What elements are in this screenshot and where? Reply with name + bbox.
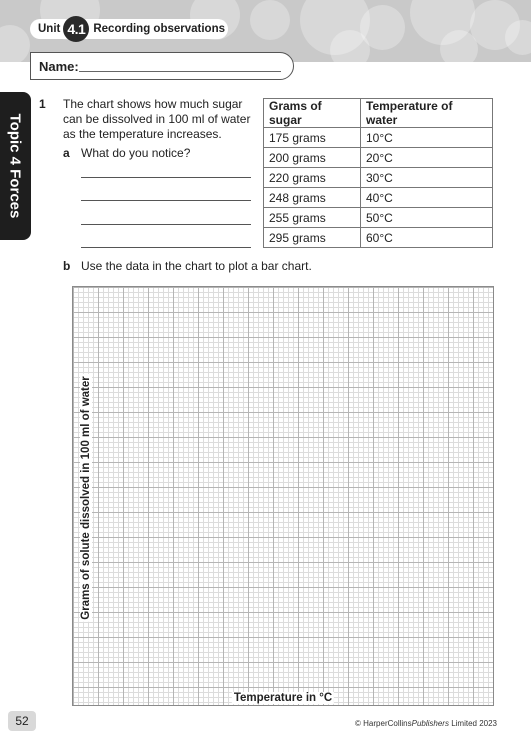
table-cell-temperature: 10°C bbox=[361, 128, 493, 148]
table-cell-grams: 248 grams bbox=[264, 188, 361, 208]
table-row bbox=[264, 208, 493, 228]
sugar-temperature-table bbox=[263, 98, 493, 248]
table-cell-temperature: 20°C bbox=[361, 148, 493, 168]
column-header-temperature: Temperature of water bbox=[361, 99, 493, 128]
name-write-line[interactable] bbox=[79, 71, 281, 72]
copyright-publishers: Publishers bbox=[411, 719, 449, 728]
table-cell-temperature: 40°C bbox=[361, 188, 493, 208]
table-cell-grams: 255 grams bbox=[264, 208, 361, 228]
copyright-prefix: © HarperCollins bbox=[355, 719, 412, 728]
answer-line[interactable] bbox=[81, 247, 251, 248]
graph-x-axis-label: Temperature in °C bbox=[233, 692, 333, 704]
unit-number-badge: 4.1 bbox=[63, 16, 89, 42]
table-cell-temperature: 60°C bbox=[361, 228, 493, 248]
graph-paper-grid[interactable] bbox=[72, 286, 494, 706]
part-a-letter: a bbox=[63, 146, 70, 160]
topic-side-tab bbox=[0, 92, 31, 240]
page-number: 52 bbox=[8, 711, 36, 731]
unit-banner bbox=[30, 19, 228, 39]
graph-y-axis-label: Grams of solute dissolved in 100 ml of water bbox=[80, 376, 92, 620]
table-row bbox=[264, 148, 493, 168]
name-label: Name: bbox=[39, 58, 79, 74]
table-header-row bbox=[264, 99, 493, 128]
part-b-text: Use the data in the chart to plot a bar chart. bbox=[81, 259, 312, 273]
table-row bbox=[264, 128, 493, 148]
copyright-suffix: Limited 2023 bbox=[448, 719, 497, 728]
table-cell-grams: 220 grams bbox=[264, 168, 361, 188]
table-row bbox=[264, 168, 493, 188]
question-text: The chart shows how much sugar can be dissolved in 100 ml of water as the temperature increases. bbox=[63, 97, 251, 141]
table-row bbox=[264, 188, 493, 208]
copyright-notice bbox=[355, 719, 497, 728]
table-cell-temperature: 30°C bbox=[361, 168, 493, 188]
unit-title: Recording observations bbox=[93, 23, 225, 35]
table-row bbox=[264, 228, 493, 248]
name-field[interactable] bbox=[30, 52, 294, 80]
table-cell-grams: 295 grams bbox=[264, 228, 361, 248]
part-a-text: What do you notice? bbox=[81, 146, 191, 160]
table-cell-temperature: 50°C bbox=[361, 208, 493, 228]
answer-line[interactable] bbox=[81, 224, 251, 225]
part-b-letter: b bbox=[63, 259, 71, 273]
topic-side-tab-label: Topic 4 Forces bbox=[6, 113, 24, 219]
unit-word: Unit bbox=[38, 23, 61, 35]
table-cell-grams: 175 grams bbox=[264, 128, 361, 148]
answer-line[interactable] bbox=[81, 200, 251, 201]
table-cell-grams: 200 grams bbox=[264, 148, 361, 168]
question-number: 1 bbox=[39, 97, 46, 111]
answer-line[interactable] bbox=[81, 177, 251, 178]
column-header-grams: Grams of sugar bbox=[264, 99, 361, 128]
